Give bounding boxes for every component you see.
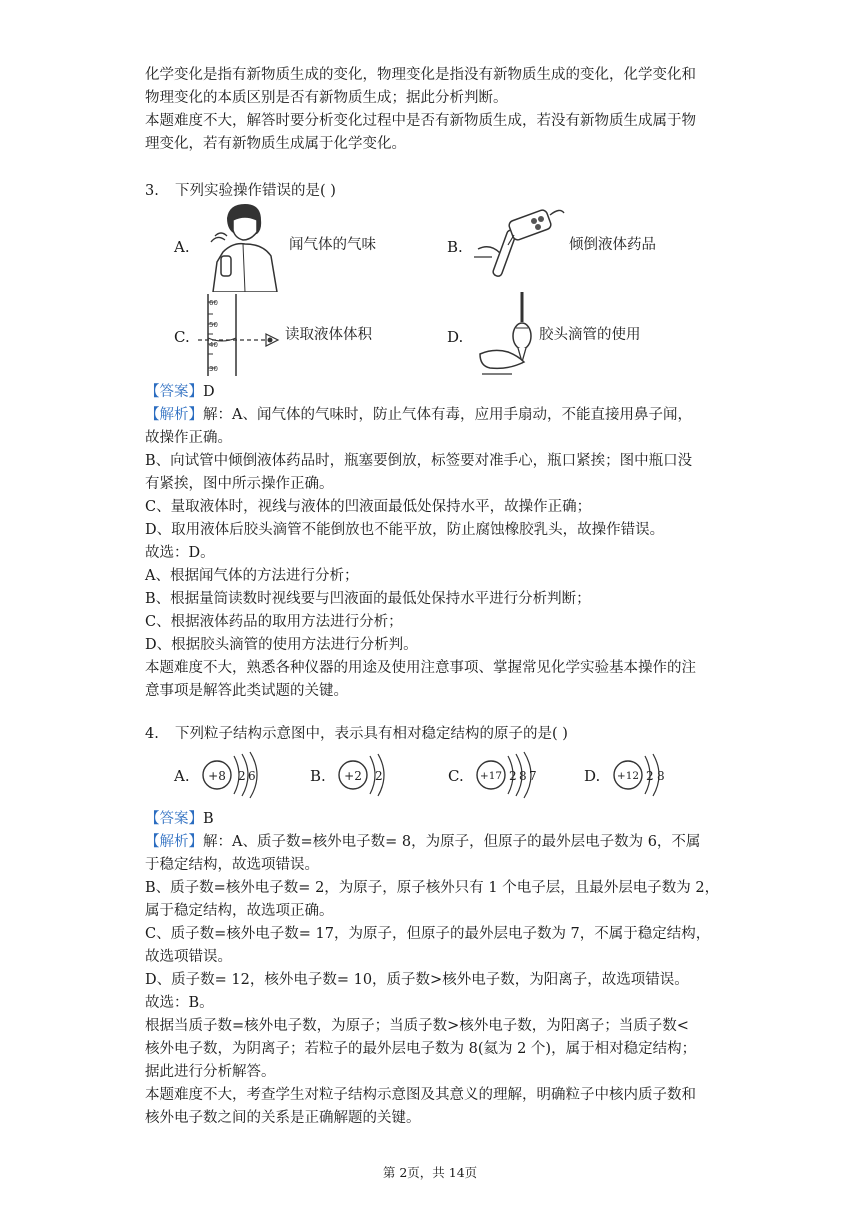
atom-diagram-d bbox=[611, 750, 677, 800]
cylinder-tick-50: 50 bbox=[209, 321, 218, 329]
q3-analysis-line: D、取用液体后胶头滴管不能倒放也不能平放，防止腐蚀橡胶乳头，故操作错误。 bbox=[145, 522, 665, 538]
q4-option-d-letter: D. bbox=[584, 767, 601, 785]
q3-option-c-letter: C. bbox=[174, 328, 190, 346]
question-3-analysis-first bbox=[145, 404, 725, 427]
q3-option-a-caption: 闻气体的气味 bbox=[289, 237, 376, 253]
nucleus-label: +12 bbox=[616, 770, 640, 782]
q3-option-d-caption: 胶头滴管的使用 bbox=[539, 327, 641, 343]
question-4-analysis-first bbox=[145, 831, 725, 854]
question-4-stem bbox=[145, 723, 725, 746]
question-3-text: 下列实验操作错误的是( ) bbox=[175, 183, 336, 199]
intro-line-2: 物理变化的本质区别是否有新物质生成；据此分析判断。 bbox=[145, 90, 508, 106]
q4-analysis-line: 核外电子数之间的关系是正确解题的关键。 bbox=[145, 1110, 421, 1126]
answer-value: B bbox=[203, 811, 214, 827]
electron-count: 2 bbox=[375, 769, 383, 783]
q3-analysis-line: 故选：D。 bbox=[145, 545, 215, 561]
q4-analysis-line: 本题难度不大，考查学生对粒子结构示意图及其意义的理解，明确粒子中核内质子数和 bbox=[145, 1087, 696, 1103]
q3-option-d-letter: D. bbox=[447, 328, 464, 346]
answer-tag: 【答案】 bbox=[145, 384, 203, 400]
question-4-text: 下列粒子结构示意图中，表示具有相对稳定结构的原子的是( ) bbox=[175, 726, 568, 742]
q4-option-c-letter: C. bbox=[448, 767, 464, 785]
smell-gas-illustration bbox=[205, 200, 285, 292]
q3-analysis-line: B、向试管中倾倒液体药品时，瓶塞要倒放，标签要对准手心，瓶口紧挨；图中瓶口没 bbox=[145, 453, 693, 469]
q3-analysis-line: 本题难度不大，熟悉各种仪器的用途及使用注意事项、掌握常见化学实验基本操作的注 bbox=[145, 660, 696, 676]
analysis-tag: 【解析】 bbox=[145, 834, 203, 850]
intro-line-3: 本题难度不大，解答时要分析变化过程中是否有新物质生成，若没有新物质生成属于物 bbox=[145, 113, 696, 129]
q4-analysis-line: 故选项错误。 bbox=[145, 949, 232, 965]
atom-diagram-b bbox=[336, 750, 392, 800]
q3-analysis-line: 意事项是解答此类试题的关键。 bbox=[145, 683, 348, 699]
q4-analysis-line: C、质子数=核外电子数= 17，为原子，但原子的最外层电子数为 7，不属于稳定结构， bbox=[145, 926, 711, 942]
cylinder-tick-30: 30 bbox=[209, 365, 218, 373]
question-3-number: 3. bbox=[145, 183, 159, 199]
q3-analysis-line: A、根据闻气体的方法进行分析； bbox=[145, 568, 359, 584]
electron-count: 8 bbox=[657, 769, 665, 783]
q4-option-a-letter: A. bbox=[174, 767, 190, 785]
electron-count: 2 bbox=[646, 769, 654, 783]
analysis-text: 解：A、质子数=核外电子数= 8，为原子，但原子的最外层电子数为 6，不属 bbox=[203, 834, 701, 850]
intro-line-1: 化学变化是指有新物质生成的变化，物理变化是指没有新物质生成的变化，化学变化和 bbox=[145, 67, 696, 83]
nucleus-label: +8 bbox=[208, 769, 226, 783]
electron-count: 2 bbox=[238, 769, 246, 783]
q4-analysis-line: B、质子数=核外电子数= 2，为原子，原子核外只有 1 个电子层，且最外层电子数为 2， bbox=[145, 880, 720, 896]
q3-analysis-line: C、量取液体时，视线与液体的凹液面最低处保持水平，故操作正确； bbox=[145, 499, 592, 515]
q3-option-c-caption: 读取液体体积 bbox=[285, 327, 372, 343]
atom-diagram-c bbox=[474, 750, 550, 800]
q4-analysis-line: 据此进行分析解答。 bbox=[145, 1064, 276, 1080]
q3-analysis-line: 故操作正确。 bbox=[145, 430, 232, 446]
q4-option-b-letter: B. bbox=[310, 767, 326, 785]
question-4-number: 4. bbox=[145, 726, 159, 742]
graduated-cylinder-illustration bbox=[198, 294, 284, 376]
electron-count: 6 bbox=[248, 769, 256, 783]
pour-liquid-illustration bbox=[472, 205, 567, 287]
atom-diagram-a bbox=[200, 750, 266, 800]
q3-analysis-line: C、根据液体药品的取用方法进行分析； bbox=[145, 614, 403, 630]
q4-analysis-line: 核外电子数，为阴离子；若粒子的最外层电子数为 8(氦为 2 个)，属于相对稳定结构； bbox=[145, 1041, 697, 1057]
cylinder-tick-40: 40 bbox=[209, 341, 218, 349]
nucleus-label: +2 bbox=[344, 769, 362, 783]
cylinder-tick-60: 60 bbox=[209, 299, 218, 307]
electron-count: 7 bbox=[529, 769, 537, 783]
q4-analysis-line: 于稳定结构，故选项错误。 bbox=[145, 857, 319, 873]
q4-analysis-line: 根据当质子数=核外电子数，为原子；当质子数>核外电子数，为阳离子；当质子数< bbox=[145, 1018, 689, 1034]
q3-option-a-letter: A. bbox=[174, 238, 190, 256]
intro-line-4: 理变化，若有新物质生成属于化学变化。 bbox=[145, 136, 406, 152]
nucleus-label: +17 bbox=[479, 770, 503, 782]
q3-analysis-line: B、根据量筒读数时视线要与凹液面的最低处保持水平进行分析判断； bbox=[145, 591, 591, 607]
answer-tag: 【答案】 bbox=[145, 811, 203, 827]
q4-analysis-line: D、质子数= 12，核外电子数= 10，质子数>核外电子数，为阳离子，故选项错误。 bbox=[145, 972, 689, 988]
electron-count: 8 bbox=[519, 769, 527, 783]
analysis-text: 解：A、闻气体的气味时，防止气体有毒，应用手扇动，不能直接用鼻子闻， bbox=[203, 407, 692, 423]
q4-analysis-line: 属于稳定结构，故选项正确。 bbox=[145, 903, 334, 919]
answer-value: D bbox=[203, 384, 215, 400]
q4-analysis-line: 故选：B。 bbox=[145, 995, 214, 1011]
q3-analysis-line: 有紧挨，图中所示操作正确。 bbox=[145, 476, 334, 492]
page-number-footer: 第 2页，共 14页 bbox=[382, 1165, 478, 1180]
electron-count: 2 bbox=[509, 769, 517, 783]
q3-analysis-line: D、根据胶头滴管的使用方法进行分析判。 bbox=[145, 637, 418, 653]
analysis-tag: 【解析】 bbox=[145, 407, 203, 423]
question-4-answer bbox=[145, 808, 725, 831]
q3-option-b-caption: 倾倒液体药品 bbox=[569, 237, 656, 253]
dropper-illustration bbox=[478, 292, 538, 378]
q3-option-b-letter: B. bbox=[447, 238, 463, 256]
question-3-answer bbox=[145, 381, 725, 404]
